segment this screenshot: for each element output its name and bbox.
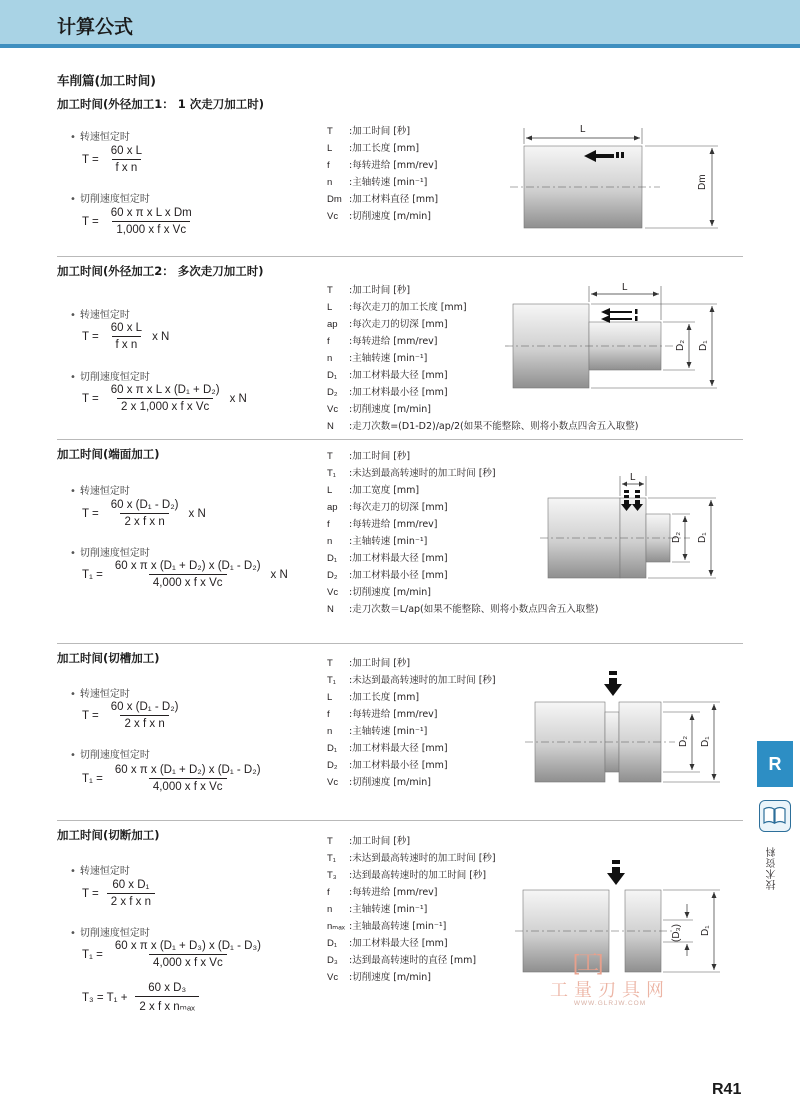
- label-L: L: [622, 282, 628, 293]
- watermark-name: 工量刃具网: [550, 980, 670, 1001]
- label-D1: D₁: [700, 736, 711, 747]
- diagram-facing: [540, 472, 730, 582]
- feed-arrow-icon: [604, 671, 622, 696]
- label-D2: D₂: [675, 339, 686, 351]
- page-header: [0, 0, 800, 48]
- page-title: 车削篇(加工时间): [57, 73, 156, 88]
- diagram-od1: [500, 118, 730, 238]
- label-D1: D₁: [697, 532, 708, 543]
- side-label: 技术资料: [767, 846, 778, 890]
- formula-parting-constant-cutting-speed: T₁ = $\frac{\text{60 x π x (D₁ + D₃) x (D₁ - D₃)}}{\text{4,000 x f x Vc}}$: [82, 940, 261, 969]
- side-tab-r[interactable]: R: [757, 741, 793, 787]
- bullet-constant-cutting-speed: • 切削速度恒定时: [70, 746, 150, 761]
- page-header-title: 计算公式: [57, 16, 134, 38]
- definitions-od1: T :加工时间 [秒] L :加工长度 [mm] f :每转进给 [mm/rev] n :主轴转速 [min⁻¹] Dm :加工材料直径 [mm] Vc :切削速度 [m/min]: [327, 126, 439, 222]
- section-title-grooving: 加工时间(切槽加工): [57, 651, 160, 665]
- formula-parting-constant-speed: T = $\frac{\text{60 x D₁}}{\text{2 x f x n}}$: [82, 879, 159, 908]
- bullet-constant-cutting-speed: • 切削速度恒定时: [70, 368, 150, 383]
- diagram-grooving: [525, 668, 730, 786]
- bullet-constant-cutting-speed: • 切削速度恒定时: [70, 924, 150, 939]
- formula-facing-constant-cutting-speed: T₁ = $\frac{\text{60 x π x (D₁ + D₂) x (D₁ - D₂)}}{\text{4,000 x f x Vc}}$ x N: [82, 560, 288, 589]
- watermark-logo: [工]: [573, 950, 602, 975]
- bullet-constant-speed: • 转速恒定时: [70, 128, 130, 143]
- label-Dm: Dm: [697, 174, 708, 190]
- label-D2: D₂: [671, 531, 682, 543]
- bullet-constant-speed: • 转速恒定时: [70, 482, 130, 497]
- section-title-parting: 加工时间(切断加工): [57, 828, 160, 842]
- definitions-od2: T :加工时间 [秒] L :每次走刀的加工长度 [mm] ap :每次走刀的切深 [mm] f :每转进给 [mm/rev] n :主轴转速 [min⁻¹] D₁ :加工材料最大径 [mm] D₂ :加工材料最小径 [mm] Vc :切削速度 [m/min] N :走刀次数=(D1-D2)/ap/2(如果不能整除、则将小数点四舍五入取整): [327, 285, 639, 432]
- divider: [57, 439, 743, 440]
- bullet-constant-cutting-speed: • 切削速度恒定时: [70, 544, 150, 559]
- feed-arrow-icon: [601, 308, 638, 323]
- label-D1: D₁: [700, 925, 711, 936]
- bullet-constant-speed: • 转速恒定时: [70, 862, 130, 877]
- section-title-od2: 加工时间(外径加工2： 多次走刀加工时): [57, 264, 264, 278]
- section-title-od1: 加工时间(外径加工1： 1 次走刀加工时): [57, 97, 265, 111]
- bullet-constant-speed: • 转速恒定时: [70, 685, 130, 700]
- divider: [57, 643, 743, 644]
- label-D2: D₂: [678, 735, 689, 747]
- formula-od1-constant-cutting-speed: T = $\frac{\text{60 x π x L x Dm}}{\text{1,000 x f x Vc}}$: [82, 207, 192, 236]
- label-D1: D₁: [698, 340, 709, 351]
- label-L: L: [630, 472, 636, 483]
- formula-facing-constant-speed: T = $\frac{\text{60 x (D₁ - D₂)}}{\text{2 x f x n}}$ x N: [82, 499, 206, 528]
- definitions-grooving: T :加工时间 [秒] T₁ :未达到最高转速时的加工时间 [秒] L :加工长度 [mm] f :每转进给 [mm/rev] n :主轴转速 [min⁻¹] D₁ :加工材料最大径 [mm] D₂ :加工材料最小径 [mm] Vc :切削速度 [m/min]: [327, 658, 496, 788]
- bullet-constant-speed: • 转速恒定时: [70, 306, 130, 321]
- page-number: R41: [712, 1081, 742, 1098]
- definitions-facing: T :加工时间 [秒] T₁ :未达到最高转速时的加工时间 [秒] L :加工宽度 [mm] ap :每次走刀的切深 [mm] f :每转进给 [mm/rev] n :主轴转速 [min⁻¹] D₁ :加工材料最大径 [mm] D₂ :加工材料最小径 [mm] Vc :切削速度 [m/min] N :走刀次数＝L/ap(如果不能整除、则将小数点四舍五入取整): [327, 451, 599, 615]
- feed-arrow-icon: [607, 860, 625, 885]
- formula-od1-constant-speed: T = $\frac{\text{60 x L}}{\text{f x n}}$: [82, 145, 143, 174]
- label-L: L: [580, 124, 586, 135]
- divider: [57, 820, 743, 821]
- formula-grooving-constant-cutting-speed: T₁ = $\frac{\text{60 x π x (D₁ + D₂) x (D₁ - D₂)}}{\text{4,000 x f x Vc}}$: [82, 764, 261, 793]
- formula-od2-constant-speed: T = $\frac{\text{60 x L}}{\text{f x n}}$ x N: [82, 322, 170, 351]
- formula-od2-constant-cutting-speed: T = $\frac{\text{60 x π x L x (D₁ + D₂)}}{\text{2 x 1,000 x f x Vc}}$ x N: [82, 384, 247, 413]
- watermark-url: WWW.GLRJW.COM: [573, 1000, 647, 1007]
- watermark: [540, 940, 680, 1014]
- bullet-constant-cutting-speed: • 切削速度恒定时: [70, 190, 150, 205]
- formula-grooving-constant-speed: T = $\frac{\text{60 x (D₁ - D₂)}}{\text{2 x f x n}}$: [82, 701, 179, 730]
- section-title-facing: 加工时间(端面加工): [57, 447, 160, 461]
- book-icon: [759, 800, 791, 832]
- diagram-od2: [505, 282, 730, 392]
- definitions-parting: T :加工时间 [秒] T₁ :未达到最高转速时的加工时间 [秒] T₃ :达到最高转速时的加工时间 [秒] f :每转进给 [mm/rev] n :主轴转速 [min⁻¹] nₘₐₓ :主轴最高转速 [min⁻¹] D₁ :加工材料最大径 [mm] D₃ :达到最高转速时的直径 [mm] Vc :切削速度 [m/min]: [327, 836, 496, 983]
- label-D3: (D₃): [671, 924, 682, 942]
- formula-parting-max-speed: T₃ = T₁ + $\frac{\text{60 x D₃}}{\text{2 x f x nₘₐₓ}}$: [82, 982, 203, 1013]
- divider: [57, 256, 743, 257]
